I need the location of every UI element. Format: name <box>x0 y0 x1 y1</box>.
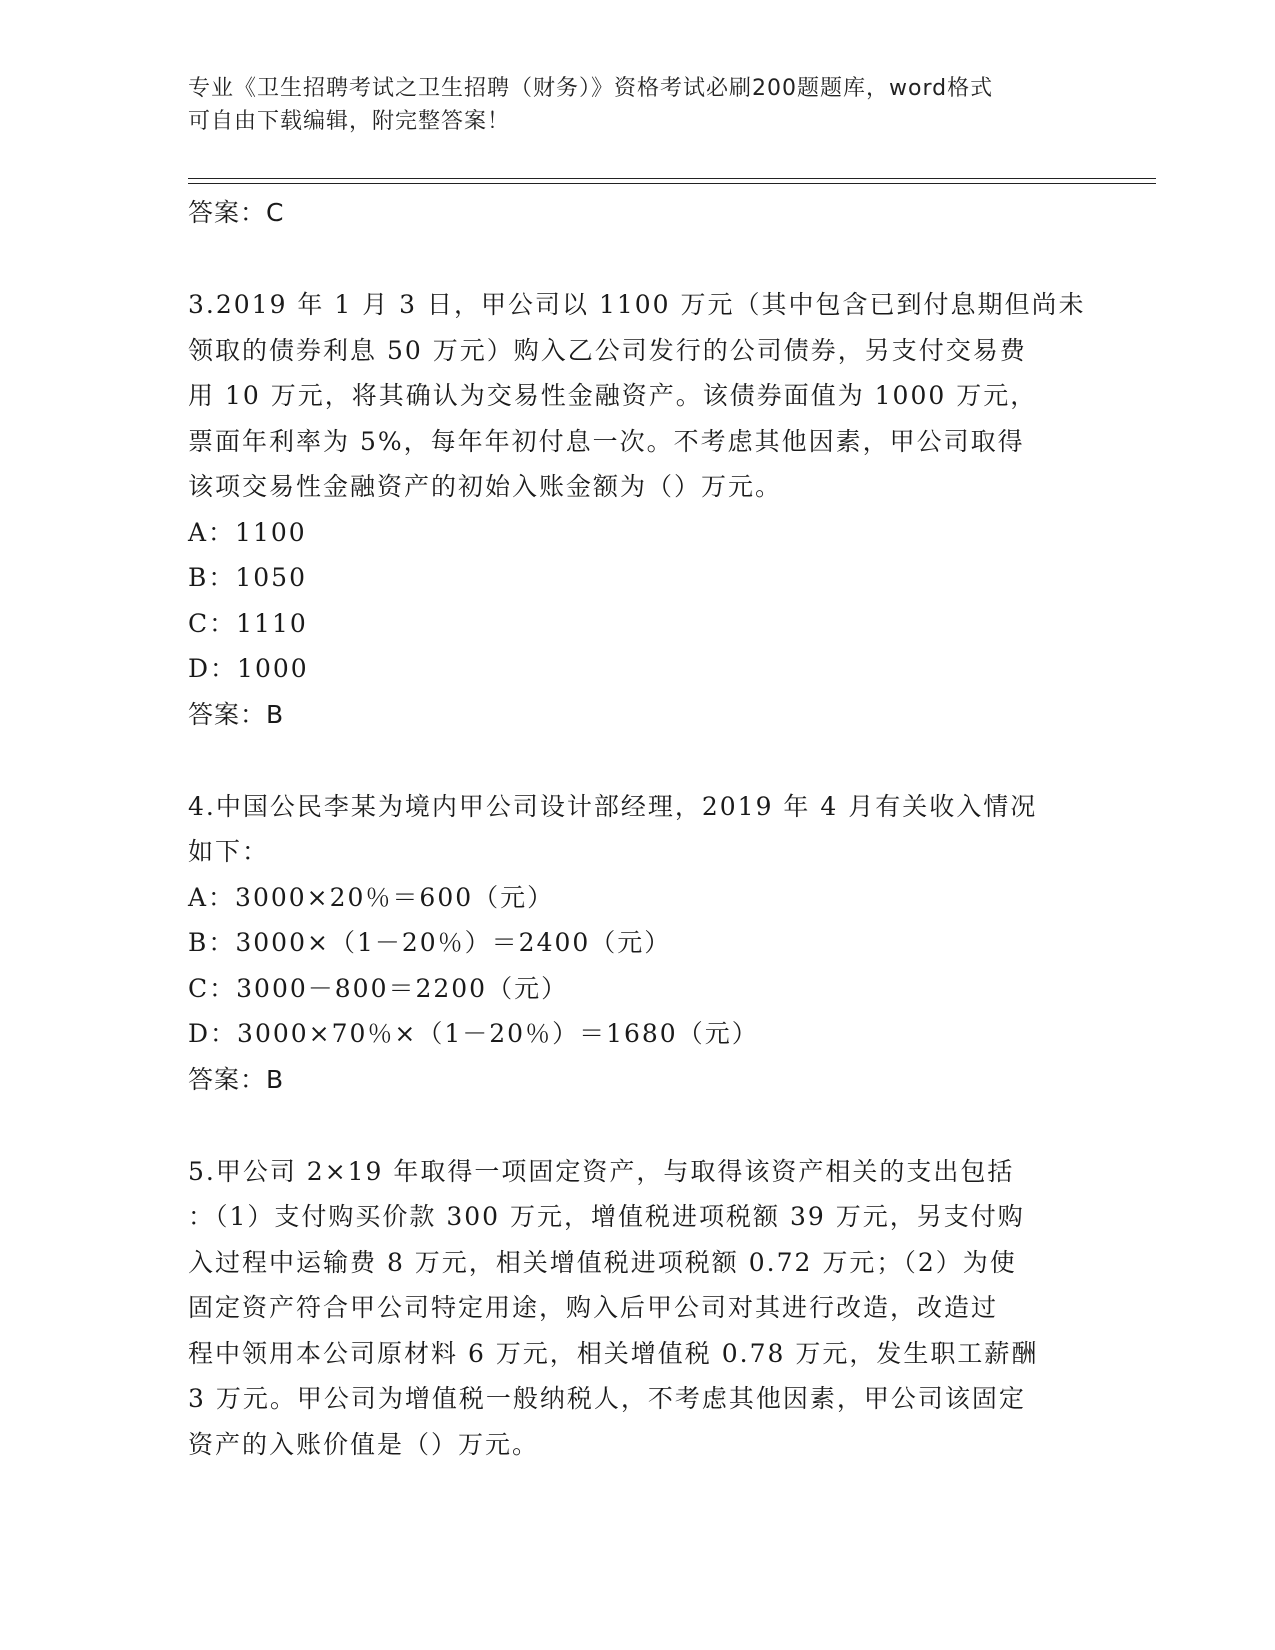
header-line-1: 专业《卫生招聘考试之卫生招聘（财务）》资格考试必刷200题题库，word格式 <box>188 76 994 101</box>
question-stem: 4.中国公民李某为境内甲公司设计部经理，2019 年 4 月有关收入情况 如下： <box>188 791 1038 866</box>
header-divider-bottom <box>188 183 1156 184</box>
question-list <box>188 190 1088 1467</box>
answer-line: 答案：B <box>188 699 285 729</box>
document-header <box>188 72 1088 138</box>
option-c: C：1110 <box>188 608 308 638</box>
option-c: C：3000－800＝2200（元） <box>188 973 569 1003</box>
option-d: D：1000 <box>188 654 309 683</box>
answer-line: 答案：B <box>188 1064 285 1094</box>
question-4 <box>188 784 1088 1103</box>
question-stem: 5.甲公司 2×19 年取得一项固定资产，与取得该资产相关的支出包括 ：（1）支付购买价款 300 万元，增值税进项税额 39 万元，另支付购 入过程中运输费 8 万元，相关增值税进项税额 0.72 万元；（2）为使 固定资产符合甲公司特定用途，购入后甲公司对其进行改造，改造过 程中领用本公司原材料 6 万元，相关增值税 0.78 万元，发生职工薪酬 3 万元。甲公司为增值税一般纳税人，不考虑其他因素，甲公司该固定 资产的入账价值是（）万元。 <box>188 1156 1039 1459</box>
header-line-2: 可自由下载编辑，附完整答案！ <box>188 109 511 134</box>
answer-line: 答案：C <box>188 198 285 227</box>
option-d: D：3000×70％×（1－20％）＝1680（元） <box>188 1019 759 1048</box>
option-b: B：1050 <box>188 563 307 592</box>
header-divider-top <box>188 178 1156 179</box>
question-3 <box>188 282 1088 738</box>
question-stem: 3.2019 年 1 月 3 日，甲公司以 1100 万元（其中包含已到付息期但尚未 领取的债券利息 50 万元）购入乙公司发行的公司债券，另支付交易费 用 10 万元，将其确认为交易性金融资产。该债券面值为 1000 万元， 票面年利率为 5%，每年年初付息一次。不考虑其他因素，甲公司取得 该项交易性金融资产的初始入账金额为（）万元。 <box>188 290 1086 501</box>
option-b: B：3000×（1－20％）＝2400（元） <box>188 928 672 957</box>
option-a: A：1100 <box>188 517 307 547</box>
question-5 <box>188 1149 1088 1468</box>
option-a: A：3000×20％＝600（元） <box>188 882 555 912</box>
